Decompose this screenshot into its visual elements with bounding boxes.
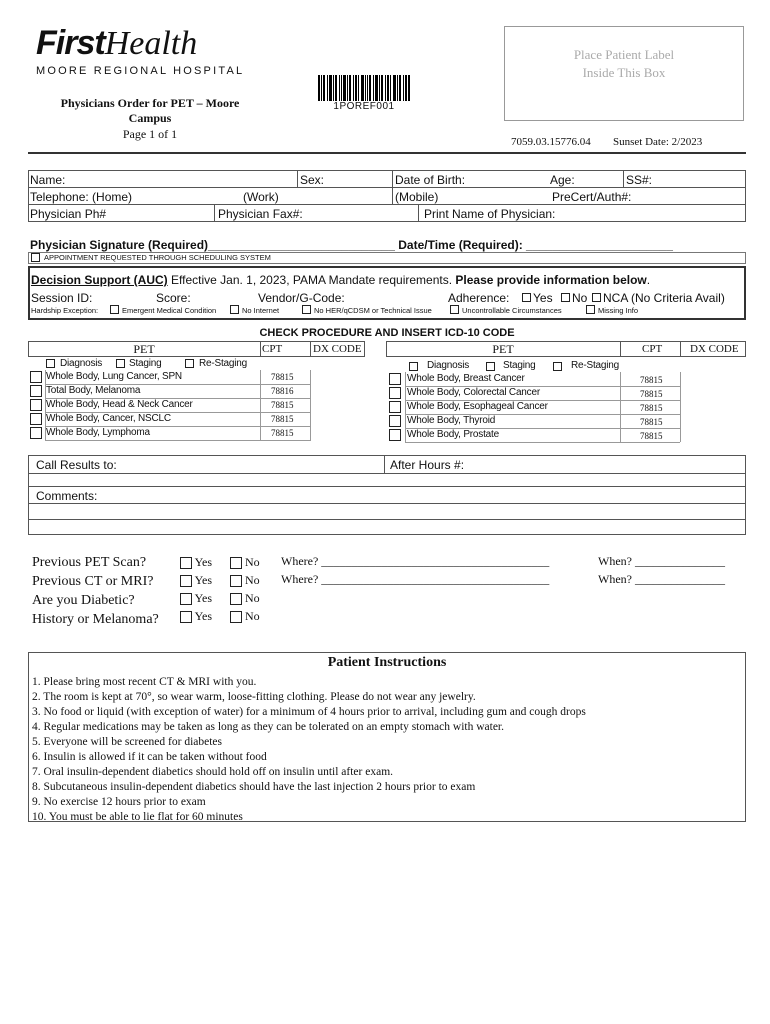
left-header-v2 bbox=[310, 341, 311, 357]
when-field-1[interactable]: When? _______________ bbox=[598, 554, 725, 568]
left-row-2 bbox=[45, 398, 310, 399]
list-item[interactable] bbox=[30, 370, 294, 384]
logo-subtitle: MOORE REGIONAL HOSPITAL bbox=[36, 65, 245, 77]
right-row-4 bbox=[405, 428, 680, 429]
procedure-checkbox[interactable] bbox=[30, 399, 42, 411]
yes-option[interactable] bbox=[180, 571, 212, 589]
left-row-3 bbox=[45, 412, 310, 413]
right-table-v2 bbox=[620, 372, 621, 442]
right-dx-header: DX CODE bbox=[690, 343, 739, 355]
procedure-checkbox[interactable] bbox=[30, 385, 42, 397]
results-line-3 bbox=[28, 503, 746, 504]
uncontrollable-checkbox[interactable] bbox=[450, 305, 459, 314]
procedure-name: Whole Body, Prostate bbox=[407, 429, 499, 440]
list-item[interactable] bbox=[30, 426, 294, 440]
left-table-v2 bbox=[260, 370, 261, 441]
header-divider bbox=[28, 152, 746, 154]
list-item: 2. The room is kept at 70°, so wear warm, loose-fitting clothing. Please do not wear any jewelry. bbox=[32, 691, 476, 703]
right-procedure-list bbox=[389, 372, 679, 442]
vendor-gcode-field[interactable]: Vendor/G-Code: bbox=[258, 291, 345, 305]
yes-checkbox[interactable] bbox=[180, 575, 192, 587]
barcode bbox=[318, 75, 410, 101]
no-her-checkbox[interactable] bbox=[302, 305, 311, 314]
question-melanoma: History or Melanoma? bbox=[32, 612, 159, 627]
patient-row-line-2 bbox=[28, 204, 746, 205]
missing-info-label: Missing Info bbox=[598, 306, 639, 315]
no-option[interactable] bbox=[230, 607, 260, 625]
logo-health: Health bbox=[104, 25, 198, 62]
no-her-label: No HER/qCDSM or Technical Issue bbox=[314, 306, 432, 315]
procedure-name: Whole Body, Esophageal Cancer bbox=[407, 401, 548, 412]
left-row-5 bbox=[45, 440, 310, 441]
procedure-cpt: 78816 bbox=[271, 386, 294, 396]
procedure-name: Whole Body, Head & Neck Cancer bbox=[46, 399, 193, 410]
right-diagnosis-checkbox[interactable] bbox=[409, 362, 418, 371]
list-item[interactable] bbox=[389, 414, 679, 428]
list-item[interactable] bbox=[389, 428, 679, 442]
list-item: 10. You must be able to lie flat for 60 minutes bbox=[32, 811, 243, 823]
procedure-name: Whole Body, Thyroid bbox=[407, 415, 496, 426]
procedure-checkbox[interactable] bbox=[30, 371, 42, 383]
procedure-cpt: 78815 bbox=[271, 372, 294, 382]
form-number: 7059.03.15776.04 bbox=[511, 136, 591, 148]
patient-row-line-1 bbox=[28, 187, 746, 188]
adherence-nca-checkbox[interactable] bbox=[592, 293, 601, 302]
auc-effective: Effective Jan. 1, 2023, PAMA Mandate requirements. bbox=[167, 273, 456, 287]
auc-period: . bbox=[646, 273, 651, 287]
name-field[interactable]: Name: bbox=[30, 173, 66, 187]
yes-label: Yes bbox=[194, 591, 213, 605]
dob-field[interactable]: Date of Birth: bbox=[395, 173, 466, 187]
adherence-no-label: No bbox=[572, 291, 588, 305]
patient-vline-3 bbox=[623, 170, 624, 187]
no-checkbox[interactable] bbox=[230, 593, 242, 605]
label-box-line1: Place Patient Label bbox=[573, 47, 675, 62]
procedure-checkbox[interactable] bbox=[389, 415, 401, 427]
sunset-date: Sunset Date: 2/2023 bbox=[613, 136, 703, 148]
right-row-5 bbox=[405, 442, 680, 443]
adherence-no-checkbox[interactable] bbox=[561, 293, 570, 302]
no-option[interactable] bbox=[230, 553, 260, 571]
list-item: 3. No food or liquid (with exception of water) for a minimum of 4 hours prior to arrival, including gum and cough drops bbox=[32, 706, 586, 718]
procedure-checkbox[interactable] bbox=[30, 413, 42, 425]
procedure-name: Whole Body, Lung Cancer, SPN bbox=[46, 371, 182, 382]
patient-vline-1 bbox=[297, 170, 298, 187]
yes-checkbox[interactable] bbox=[180, 593, 192, 605]
procedure-cpt: 78815 bbox=[640, 417, 663, 427]
procedure-title: CHECK PROCEDURE AND INSERT ICD-10 CODE bbox=[259, 327, 515, 339]
missing-info-checkbox[interactable] bbox=[586, 305, 595, 314]
right-pet-header: PET bbox=[492, 342, 514, 356]
results-line-4 bbox=[28, 519, 746, 520]
emergent-checkbox[interactable] bbox=[110, 305, 119, 314]
patient-vline-2 bbox=[392, 170, 393, 204]
right-row-2 bbox=[405, 400, 680, 401]
procedure-cpt: 78815 bbox=[271, 414, 294, 424]
right-restaging-label: Re-Staging bbox=[571, 360, 620, 371]
list-item[interactable] bbox=[389, 400, 679, 414]
left-table-v3 bbox=[310, 370, 311, 441]
list-item: 9. No exercise 12 hours prior to exam bbox=[32, 796, 206, 808]
procedure-name: Total Body, Melanoma bbox=[46, 385, 141, 396]
instructions-list bbox=[32, 675, 586, 825]
left-cpt-header: CPT bbox=[262, 343, 283, 355]
sex-field[interactable]: Sex: bbox=[300, 173, 325, 187]
ss-field[interactable]: SS#: bbox=[626, 173, 653, 187]
logo bbox=[36, 24, 245, 82]
right-staging-label: Staging bbox=[503, 360, 536, 371]
right-header-v1 bbox=[620, 341, 621, 357]
procedure-cpt: 78815 bbox=[640, 389, 663, 399]
tel-mobile-field[interactable]: (Mobile) bbox=[395, 190, 439, 204]
no-option[interactable] bbox=[230, 589, 260, 607]
age-field[interactable]: Age: bbox=[550, 173, 575, 187]
left-dx-header: DX CODE bbox=[313, 343, 362, 355]
procedure-name: Whole Body, Breast Cancer bbox=[407, 373, 525, 384]
history-questions bbox=[32, 553, 159, 629]
procedure-cpt: 78815 bbox=[271, 428, 294, 438]
tel-home-field[interactable]: Telephone: (Home) bbox=[30, 190, 133, 204]
where-field-2[interactable]: Where? ______________________________________ bbox=[281, 572, 550, 586]
procedure-checkbox[interactable] bbox=[389, 387, 401, 399]
no-label: No bbox=[245, 609, 260, 623]
adherence-label: Adherence: bbox=[448, 291, 510, 305]
barcode-text: 1POREF001 bbox=[333, 101, 395, 112]
results-line-1 bbox=[28, 473, 746, 474]
no-option[interactable] bbox=[230, 571, 260, 589]
history-yes-col bbox=[180, 553, 212, 625]
results-line-2 bbox=[28, 486, 746, 487]
list-item[interactable] bbox=[30, 398, 294, 412]
physician-name-field[interactable]: Print Name of Physician: bbox=[424, 207, 556, 221]
list-item: 7. Oral insulin-dependent diabetics should hold off on insulin until after exam. bbox=[32, 766, 394, 778]
list-item[interactable] bbox=[30, 384, 294, 398]
no-internet-label: No Internet bbox=[242, 306, 280, 315]
history-no-col bbox=[230, 553, 260, 625]
right-table-v1 bbox=[405, 372, 406, 442]
score-field[interactable]: Score: bbox=[156, 291, 191, 305]
adherence-yes-checkbox[interactable] bbox=[522, 293, 531, 302]
question-diabetic: Are you Diabetic? bbox=[32, 593, 135, 608]
comments-field[interactable]: Comments: bbox=[36, 489, 98, 503]
logo-first: First bbox=[36, 24, 105, 62]
procedure-cpt: 78815 bbox=[640, 375, 663, 385]
left-pet-header: PET bbox=[133, 342, 155, 356]
barcode-bars bbox=[318, 75, 410, 101]
list-item: 4. Regular medications may be taken as long as they can be tolerated on an empty stomach with water. bbox=[32, 721, 504, 733]
appointment-label: APPOINTMENT REQUESTED THROUGH SCHEDULING SYSTEM bbox=[44, 253, 271, 262]
procedure-checkbox[interactable] bbox=[30, 427, 42, 439]
yes-option[interactable] bbox=[180, 589, 212, 607]
yes-option[interactable] bbox=[180, 553, 212, 571]
list-item[interactable] bbox=[389, 386, 679, 400]
when-field-2[interactable]: When? _______________ bbox=[598, 572, 725, 586]
call-results-field[interactable]: Call Results to: bbox=[36, 458, 117, 472]
physician-signature[interactable]: Physician Signature (Required)____________________________ Date/Time (Required): ______________________ bbox=[30, 238, 673, 252]
left-staging-checkbox[interactable] bbox=[116, 359, 125, 368]
instructions-title: Patient Instructions bbox=[327, 655, 447, 670]
no-internet-checkbox[interactable] bbox=[230, 305, 239, 314]
where-field-1[interactable]: Where? ______________________________________ bbox=[281, 554, 550, 568]
yes-label: Yes bbox=[194, 573, 213, 587]
yes-label: Yes bbox=[194, 555, 213, 569]
procedure-cpt: 78815 bbox=[640, 403, 663, 413]
no-checkbox[interactable] bbox=[230, 575, 242, 587]
hardship-label: Hardship Exception: bbox=[31, 306, 99, 315]
no-checkbox[interactable] bbox=[230, 611, 242, 623]
no-label: No bbox=[245, 555, 260, 569]
physician-phone-field[interactable]: Physician Ph# bbox=[30, 207, 107, 221]
procedure-checkbox[interactable] bbox=[389, 373, 401, 385]
left-diagnosis-checkbox[interactable] bbox=[46, 359, 55, 368]
form-title: Physicians Order for PET – Moore Campus bbox=[60, 96, 240, 125]
left-staging-label: Staging bbox=[129, 358, 162, 369]
left-table-v1 bbox=[45, 370, 46, 441]
yes-checkbox[interactable] bbox=[180, 611, 192, 623]
left-diagnosis-label: Diagnosis bbox=[60, 358, 103, 369]
right-diagnosis-label: Diagnosis bbox=[427, 360, 470, 371]
yes-checkbox[interactable] bbox=[180, 557, 192, 569]
patient-vline-5 bbox=[418, 204, 419, 222]
emergent-label: Emergent Medical Condition bbox=[122, 306, 217, 315]
procedure-cpt: 78815 bbox=[271, 400, 294, 410]
question-ct-mri: Previous CT or MRI? bbox=[32, 574, 154, 589]
right-row-3 bbox=[405, 414, 680, 415]
left-row-4 bbox=[45, 426, 310, 427]
list-item: 5. Everyone will be screened for diabetes bbox=[32, 736, 222, 748]
procedure-table-right bbox=[386, 341, 746, 357]
after-hours-field[interactable]: After Hours #: bbox=[390, 458, 465, 472]
list-item: 1. Please bring most recent CT & MRI with you. bbox=[32, 676, 257, 688]
adherence-nca-label: NCA (No Criteria Avail) bbox=[603, 291, 725, 305]
tel-work-field[interactable]: (Work) bbox=[243, 190, 279, 204]
no-label: No bbox=[245, 591, 260, 605]
adherence-yes-label: Yes bbox=[533, 291, 553, 305]
patient-vline-4 bbox=[214, 204, 215, 222]
page-number: Page 1 of 1 bbox=[122, 127, 178, 141]
no-label: No bbox=[245, 573, 260, 587]
auc-heading bbox=[31, 273, 650, 287]
auc-title: Decision Support (AUC) bbox=[31, 273, 168, 287]
results-box bbox=[28, 455, 746, 535]
right-row-1 bbox=[405, 386, 680, 387]
left-row-1 bbox=[45, 384, 310, 385]
right-header-v2 bbox=[680, 341, 681, 357]
physician-fax-field[interactable]: Physician Fax#: bbox=[218, 207, 303, 221]
session-id-field[interactable]: Session ID: bbox=[31, 291, 93, 305]
results-divider bbox=[384, 455, 385, 473]
appointment-checkbox[interactable] bbox=[31, 253, 40, 262]
procedure-checkbox[interactable] bbox=[389, 429, 401, 441]
procedure-cpt: 78815 bbox=[640, 431, 663, 441]
list-item: 8. Subcutaneous insulin-dependent diabetics should have the last injection 2 hours prior to exam bbox=[32, 781, 476, 793]
right-cpt-header: CPT bbox=[642, 343, 663, 355]
procedure-name: Whole Body, Cancer, NSCLC bbox=[46, 413, 171, 424]
yes-option[interactable] bbox=[180, 607, 212, 625]
no-checkbox[interactable] bbox=[230, 557, 242, 569]
precert-field[interactable]: PreCert/Auth#: bbox=[552, 190, 632, 204]
procedure-checkbox[interactable] bbox=[389, 401, 401, 413]
list-item: 6. Insulin is allowed if it can be taken without food bbox=[32, 751, 267, 763]
right-restaging-checkbox[interactable] bbox=[553, 362, 562, 371]
right-table-v3 bbox=[680, 372, 681, 442]
right-staging-checkbox[interactable] bbox=[486, 362, 495, 371]
yes-label: Yes bbox=[194, 609, 213, 623]
left-restaging-label: Re-Staging bbox=[199, 358, 248, 369]
auc-provide: Please provide information below bbox=[455, 273, 647, 287]
patient-label-box bbox=[504, 26, 744, 121]
label-box-line2: Inside This Box bbox=[582, 65, 666, 80]
left-procedure-list bbox=[30, 370, 294, 440]
left-header-v1 bbox=[260, 341, 261, 357]
uncontrollable-label: Uncontrollable Circumstances bbox=[462, 306, 562, 315]
left-restaging-checkbox[interactable] bbox=[185, 359, 194, 368]
question-pet: Previous PET Scan? bbox=[32, 555, 147, 570]
procedure-name: Whole Body, Lymphoma bbox=[46, 427, 150, 438]
list-item[interactable] bbox=[30, 412, 294, 426]
list-item[interactable] bbox=[389, 372, 679, 386]
procedure-name: Whole Body, Colorectal Cancer bbox=[407, 387, 540, 398]
